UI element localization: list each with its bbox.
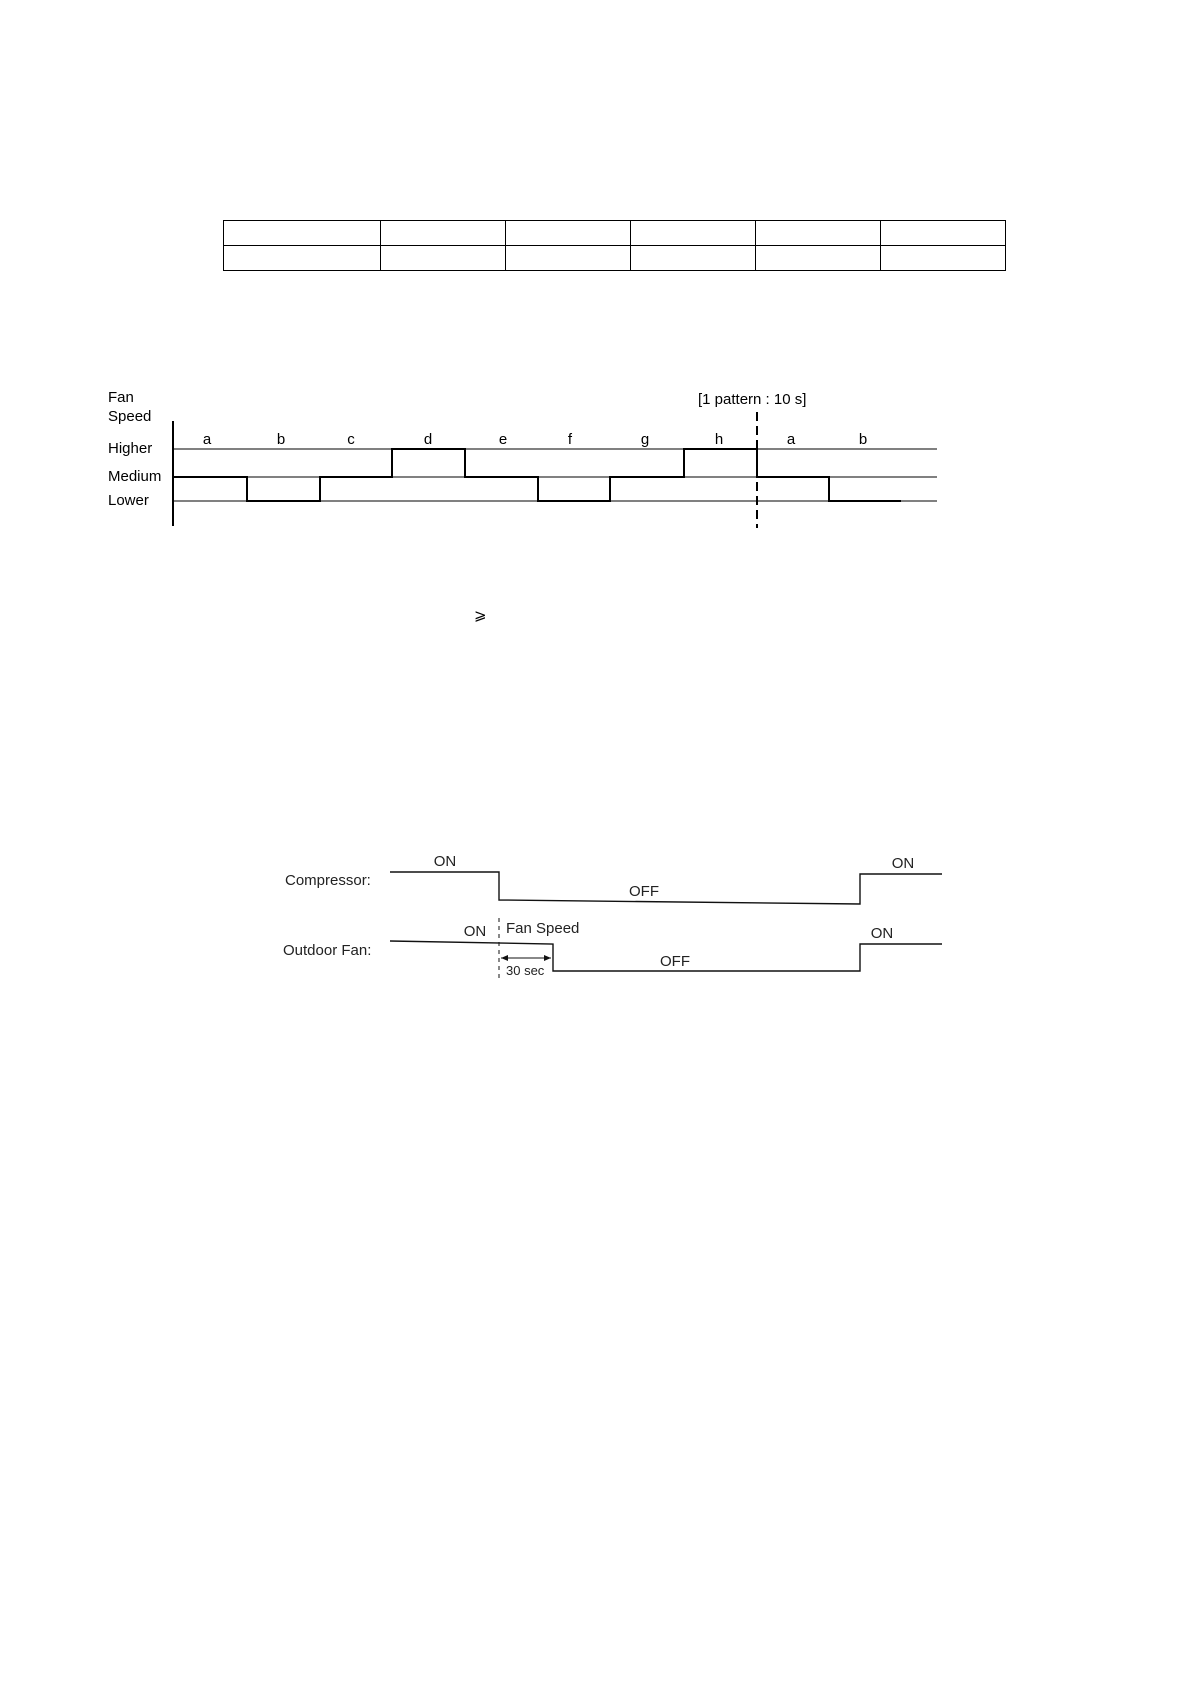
- segment-label: g: [640, 431, 650, 448]
- level-label-medium: Medium: [108, 468, 162, 485]
- segment-label: a: [786, 431, 796, 448]
- outdoor-fan-on-label-right: ON: [870, 925, 894, 942]
- segment-label: b: [858, 431, 868, 448]
- outdoor-fan-label: Outdoor Fan:: [283, 942, 372, 959]
- segment-label: f: [567, 431, 573, 448]
- pattern-note: [1 pattern : 10 s]: [698, 391, 807, 408]
- level-label-higher: Higher: [108, 440, 153, 457]
- compressor-signal: [390, 872, 942, 904]
- outdoor-fan-on-label: ON: [463, 923, 487, 940]
- segment-label: e: [498, 431, 508, 448]
- segment-label: d: [423, 431, 433, 448]
- delay-label: 30 sec: [506, 963, 545, 978]
- segment-label: b: [276, 431, 286, 448]
- segment-label: c: [347, 431, 355, 448]
- fan-speed-label: Fan Speed: [506, 920, 580, 937]
- delay-arrowhead-right: [544, 955, 551, 961]
- fan-speed-title-line2: Speed: [108, 408, 152, 425]
- compressor-on-label: ON: [433, 853, 457, 870]
- outdoor-fan-off-label: OFF: [660, 953, 690, 970]
- compressor-on-label-right: ON: [891, 855, 915, 872]
- delay-arrowhead-left: [501, 955, 508, 961]
- compressor-off-label: OFF: [629, 883, 659, 900]
- segment-label: h: [714, 431, 724, 448]
- compressor-label: Compressor:: [285, 872, 371, 889]
- segment-label: a: [202, 431, 212, 448]
- level-label-lower: Lower: [108, 492, 149, 509]
- greater-equal-symbol: ⩾: [474, 607, 487, 624]
- fan-speed-title-line1: Fan: [108, 389, 134, 406]
